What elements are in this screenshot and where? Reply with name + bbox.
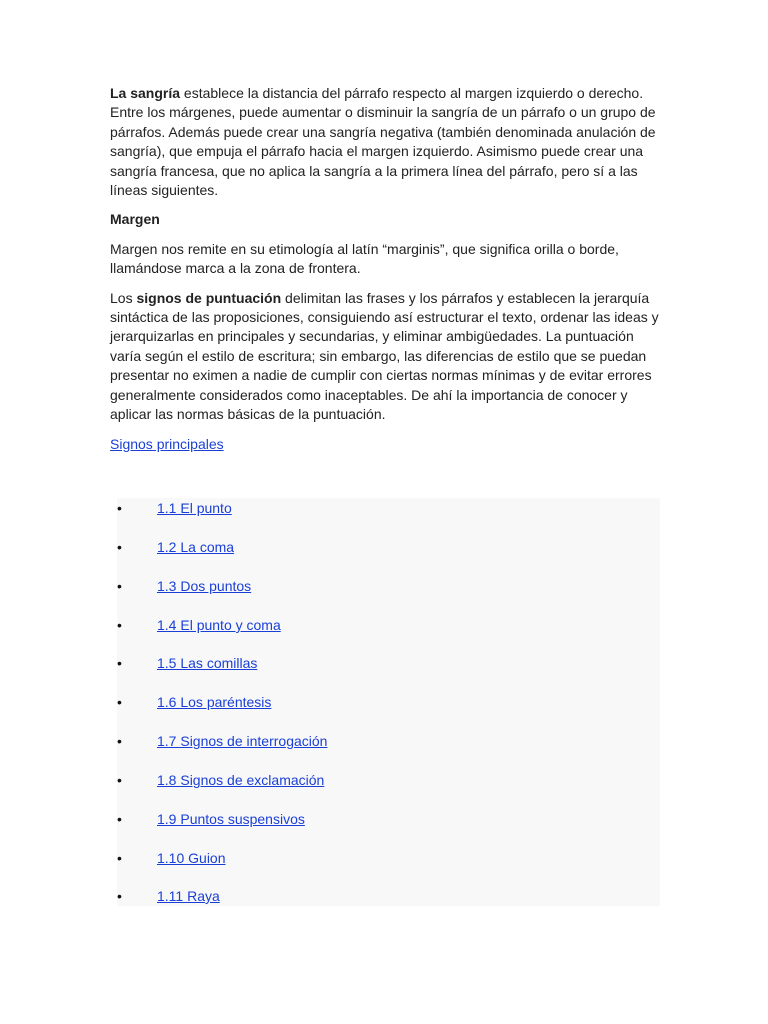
toc-item <box>117 770 660 790</box>
toc-item <box>117 653 660 673</box>
margin-heading: Margen <box>110 211 160 228</box>
toc-link-1-3[interactable]: 1.3 Dos puntos <box>157 578 252 594</box>
toc-link-1-8[interactable]: 1.8 Signos de exclamación <box>157 772 325 788</box>
bullet-icon: • <box>117 694 122 710</box>
bullet-icon: • <box>117 539 122 555</box>
toc-link-1-2[interactable]: 1.2 La coma <box>157 539 235 555</box>
bullet-icon: • <box>117 888 122 904</box>
intro-term: La sangría <box>110 85 181 101</box>
toc-item <box>117 615 660 635</box>
bullet-icon: • <box>117 655 122 671</box>
document-body <box>110 84 660 464</box>
toc-item <box>117 576 660 596</box>
bullet-icon: • <box>117 578 122 594</box>
bullet-icon: • <box>117 617 122 633</box>
toc-link-1-4[interactable]: 1.4 El punto y coma <box>157 617 281 633</box>
intro-paragraph <box>110 84 660 200</box>
punctuation-term: signos de puntuación <box>136 289 282 306</box>
toc-item <box>117 498 660 518</box>
intro-text: establece la distancia del párrafo respecto al margen izquierdo o derecho. Entre los márgenes, puede aumentar o disminuir la sangría de un párrafo o un grupo de párrafos. Además puede crear una sangría negativa (también denominada anulación de sangría), que empuja el párrafo hacia el margen izquierdo. Asimismo puede crear una sangría francesa, que no aplica la sangría a la primera línea del párrafo, pero sí a las líneas siguientes. <box>110 85 656 199</box>
bullet-icon: • <box>117 850 122 866</box>
toc-link-1-9[interactable]: 1.9 Puntos suspensivos <box>157 811 305 827</box>
toc-item <box>117 731 660 751</box>
margin-paragraph: Margen nos remite en su etimología al latín “marginis”, que significa orilla o borde, llamándose marca a la zona de frontera. <box>110 240 619 277</box>
punctuation-prefix: Los <box>110 289 137 306</box>
toc-link-1-7[interactable]: 1.7 Signos de interrogación <box>157 733 328 749</box>
toc-title-paragraph <box>110 435 660 454</box>
toc-link-1-1[interactable]: 1.1 El punto <box>157 500 232 516</box>
toc-item <box>117 886 660 906</box>
toc-item <box>117 537 660 557</box>
toc-list <box>117 498 660 906</box>
bullet-icon: • <box>117 811 122 827</box>
toc-link-1-10[interactable]: 1.10 Guion <box>157 850 226 866</box>
toc-link-1-6[interactable]: 1.6 Los paréntesis <box>157 694 272 710</box>
bullet-icon: • <box>117 733 122 749</box>
toc-link-1-11[interactable]: 1.11 Raya <box>157 888 220 904</box>
toc-item <box>117 848 660 868</box>
bullet-icon: • <box>117 772 122 788</box>
toc-item <box>117 692 660 712</box>
toc-title-link[interactable]: Signos principales <box>110 435 224 452</box>
toc-item <box>117 809 660 829</box>
toc-link-1-5[interactable]: 1.5 Las comillas <box>157 655 258 671</box>
bullet-icon: • <box>117 500 122 516</box>
punctuation-text: delimitan las frases y los párrafos y establecen la jerarquía sintáctica de las proposiciones, consiguiendo así estructurar el texto, ordenar las ideas y jerarquizarlas en principales y secundarias, y eliminar ambigüedades. La puntuación varía según el estilo de escritura; sin embargo, las diferencias de estilo que se puedan presentar no eximen a nadie de cumplir con ciertas normas mínimas y de evitar errores generalmente considerados como inaceptables. De ahí la importancia de conocer y aplicar las normas básicas de la puntuación. <box>110 289 659 423</box>
punctuation-paragraph <box>110 289 660 425</box>
